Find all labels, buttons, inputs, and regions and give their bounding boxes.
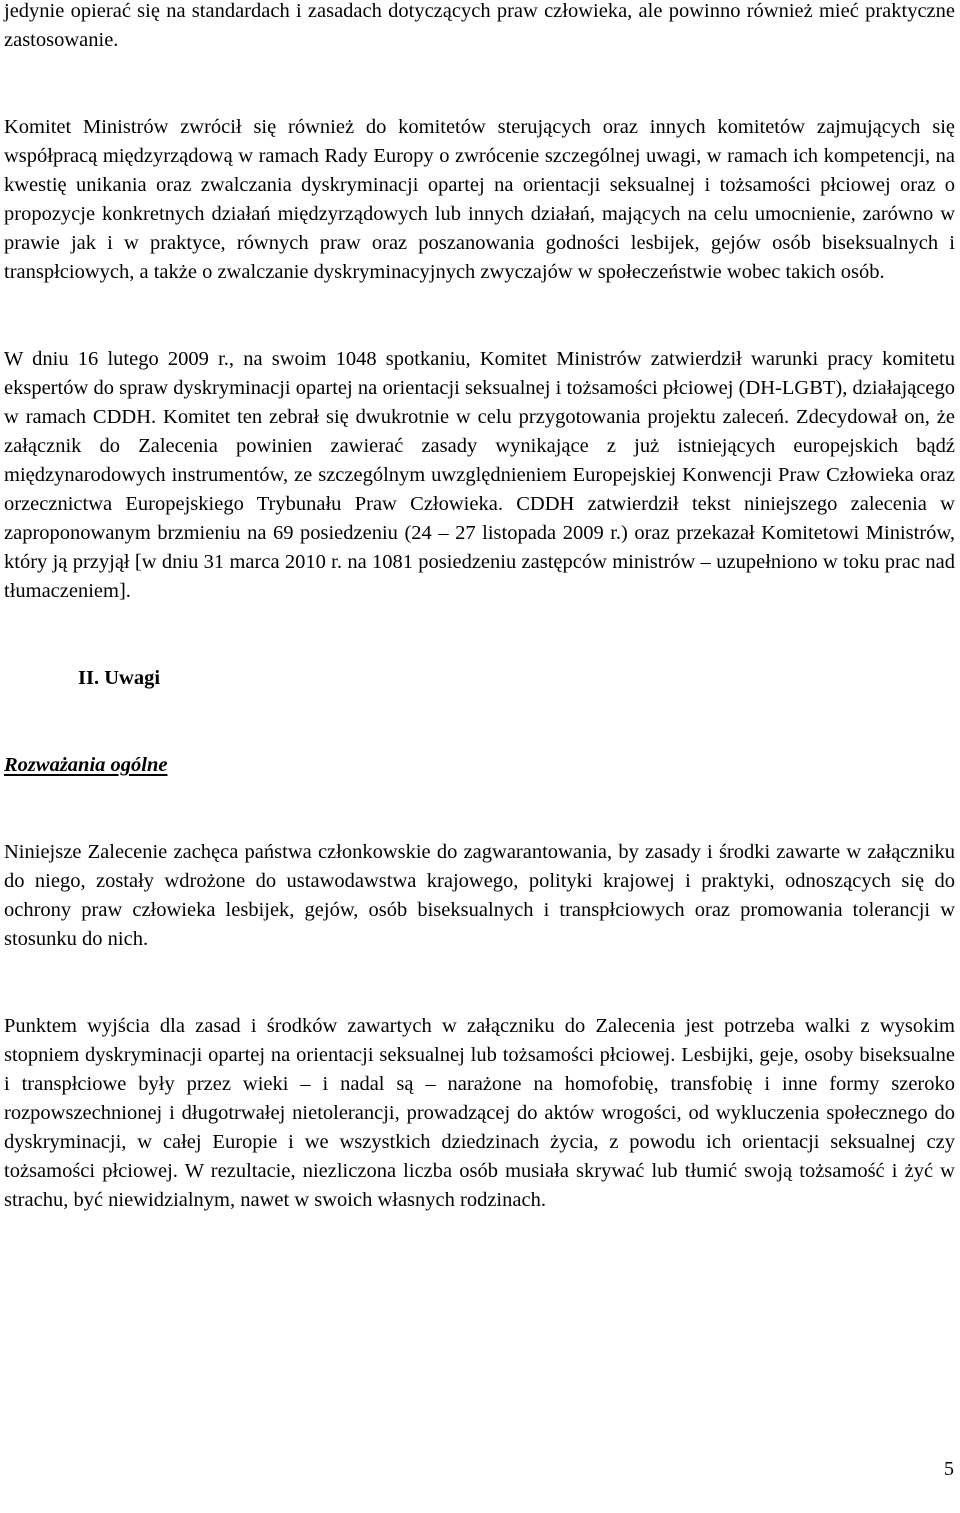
page-number: 5 bbox=[944, 1458, 954, 1480]
paragraph-intro: jedynie opierać się na standardach i zasadach dotyczących praw człowieka, ale powinno również mieć praktyczne zastosowanie. bbox=[4, 0, 955, 51]
paragraph-committee: Komitet Ministrów zwrócił się również do komitetów sterujących oraz innych komitetów zajmujących się współpracą międzyrządową w ramach Rady Europy o zwrócenie szczególnej uwagi, w ramach ich kompetencji, na kwestię unikania oraz zwalczania dyskryminacji opartej na orientacji seksualnej i tożsamości płciowej oraz o propozycje konkretnych działań międzyrządowych lub innych działań, mających na celu umocnienie, zarówno w prawie jak i w praktyce, równych praw oraz poszanowania godności lesbijek, gejów osób biseksualnych i transpłciowych, a także o zwalczanie dyskryminacyjnych zwyczajów w społeczeństwie wobec takich osób. bbox=[4, 116, 955, 283]
subsection-title: Rozważania ogólne bbox=[4, 754, 168, 776]
document-page bbox=[4, 0, 955, 1215]
section-title: Uwagi bbox=[104, 667, 161, 689]
section-number: II. bbox=[78, 667, 100, 689]
section-heading bbox=[4, 664, 955, 693]
paragraph-date: W dniu 16 lutego 2009 r., na swoim 1048 spotkaniu, Komitet Ministrów zatwierdził warunki pracy komitetu ekspertów do spraw dyskryminacji opartej na orientacji seksualnej i tożsamości płciowej (DH-LGBT), działającego w ramach CDDH. Komitet ten zebrał się dwukrotnie w celu przygotowania projektu zaleceń. Zdecydował on, że załącznik do Zalecenia powinien zawierać zasady wynikające z już istniejących europejskich bądź międzynarodowych instrumentów, ze szczególnym uwzględnieniem Europejskiej Konwencji Praw Człowieka oraz orzecznictwa Europejskiego Trybunału Praw Człowieka. CDDH zatwierdził tekst niniejszego zalecenia w zaproponowanym brzmieniu na 69 posiedzeniu (24 – 27 listopada 2009 r.) oraz przekazał Komitetowi Ministrów, który ją przyjął [w dniu 31 marca 2010 r. na 1081 posiedzeniu zastępców ministrów – uzupełniono w toku prac nad tłumaczeniem]. bbox=[4, 348, 955, 602]
paragraph-recommendation: Niniejsze Zalecenie zachęca państwa członkowskie do zagwarantowania, by zasady i środki zawarte w załączniku do niego, zostały wdrożone do ustawodawstwa krajowego, polityki krajowej i praktyki, odnoszących się do ochrony praw człowieka lesbijek, gejów, osób biseksualnych i transpłciowych oraz promowania tolerancji w stosunku do nich. bbox=[4, 841, 955, 950]
paragraph-starting-point: Punktem wyjścia dla zasad i środków zawartych w załączniku do Zalecenia jest potrzeba walki z wysokim stopniem dyskryminacji opartej na orientacji seksualnej lub tożsamości płciowej. Lesbijki, geje, osoby biseksualne i transpłciowe były przez wieki – i nadal są – narażone na homofobię, transfobię i inne formy szeroko rozpowszechnionej i długotrwałej nietolerancji, prowadzącej do aktów wrogości, od wykluczenia społecznego do dyskryminacji, w całej Europie i we wszystkich dziedzinach życia, z powodu ich orientacji seksualnej czy tożsamości płciowej. W rezultacie, niezliczona liczba osób musiała skrywać lub tłumić swoją tożsamość i żyć w strachu, być niewidzialnym, nawet w swoich własnych rodzinach. bbox=[4, 1015, 955, 1211]
